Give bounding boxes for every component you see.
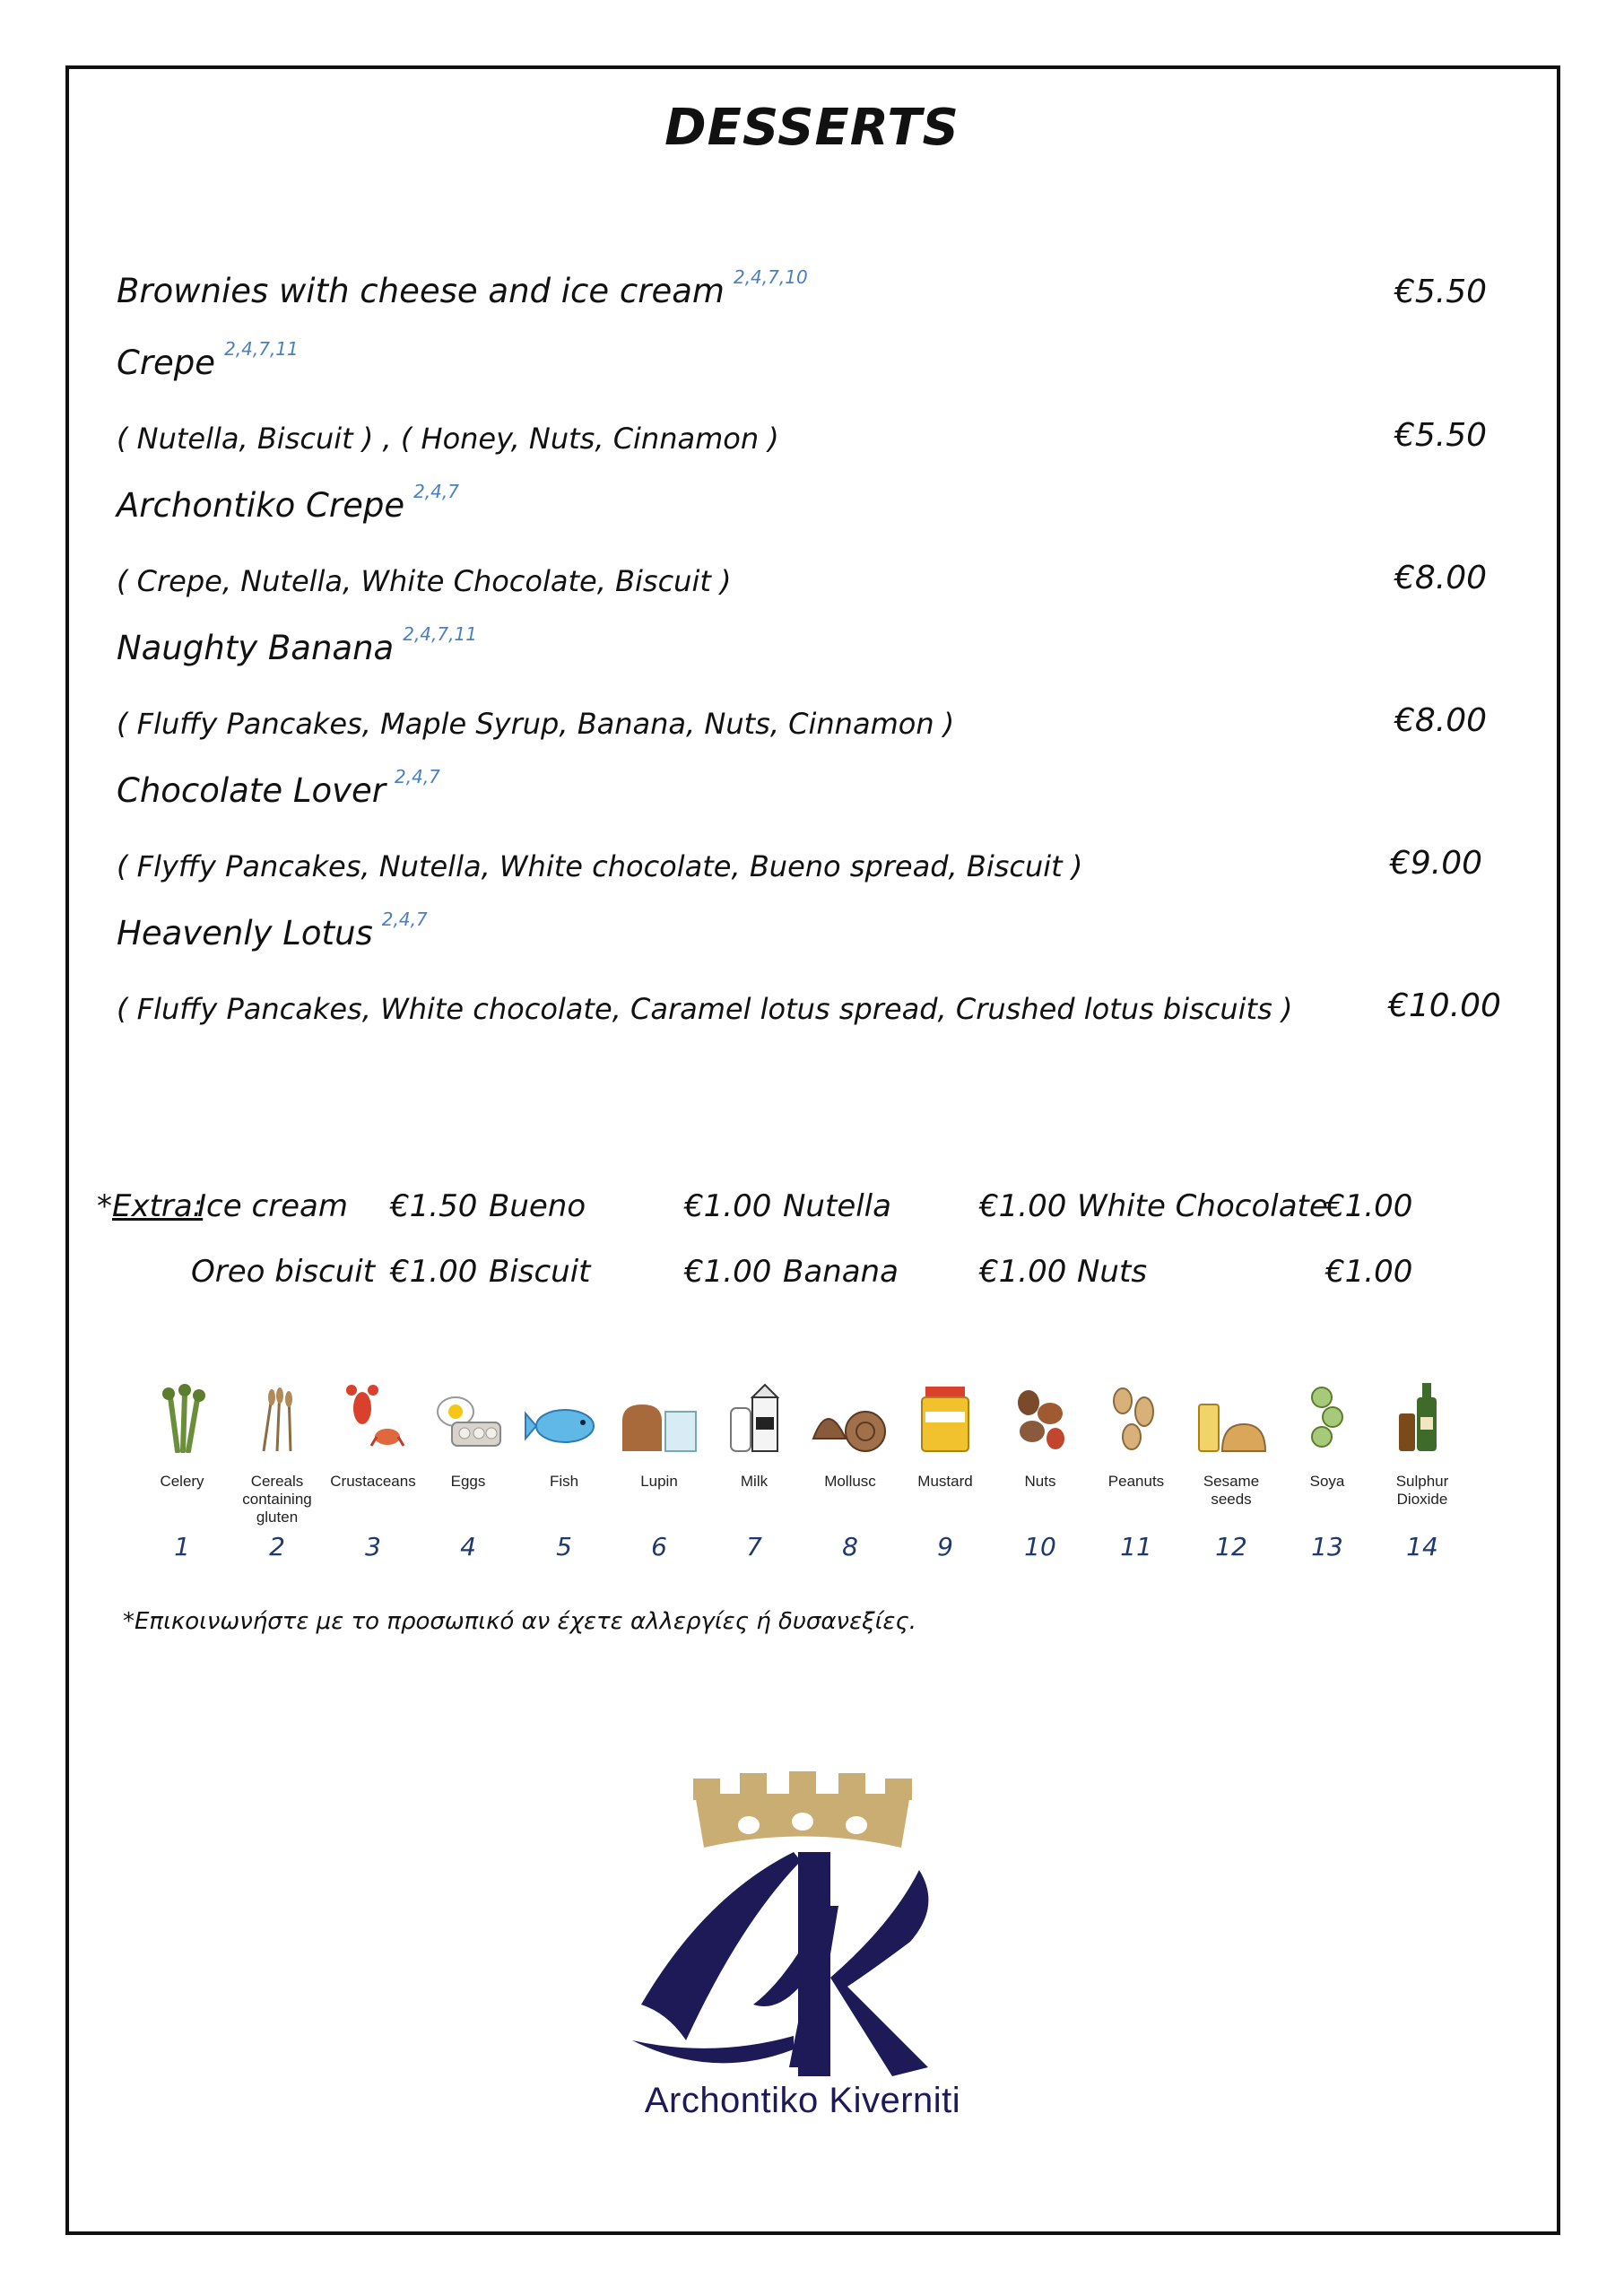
menu-item-name: Brownies with cheese and ice cream $^{2,4,7,10}$ — [117, 266, 808, 310]
extra-price: €1.50 — [390, 1188, 478, 1224]
extra-name: Bueno — [489, 1188, 586, 1224]
extra-name: Nutella — [783, 1188, 891, 1224]
menu-item-name: Archontiko Crepe $^{2,4,7}$ — [117, 481, 459, 525]
extra-name: Oreo biscuit — [191, 1254, 376, 1290]
extra-price: €1.00 — [390, 1254, 478, 1290]
menu-item-description: ( Nutella, Biscuit ) , ( Honey, Nuts, Cinnamon ) — [117, 422, 779, 456]
wheat-icon — [246, 1381, 308, 1453]
nuts-icon — [1009, 1387, 1072, 1453]
peanut-icon — [1105, 1387, 1168, 1453]
allergen-codes: 2,4,7,10 — [733, 266, 808, 288]
extra-price: €1.00 — [1325, 1254, 1413, 1290]
sesame-icon — [1195, 1399, 1267, 1453]
mustard-jar-icon — [918, 1385, 972, 1453]
allergen-soya: Soya 13 — [1278, 1381, 1376, 1561]
fish-icon — [524, 1399, 604, 1453]
page-title: DESSERTS — [664, 99, 960, 157]
allergen-cereals: Cereals containing gluten 2 — [228, 1381, 326, 1561]
extra-price: €1.00 — [1325, 1188, 1413, 1224]
allergen-codes: 2,4,7,11 — [224, 338, 299, 360]
menu-item-price: €9.00 — [1390, 845, 1483, 882]
allergen-fish: Fish 5 — [515, 1381, 613, 1561]
menu-item-name: Naughty Banana $^{2,4,7,11}$ — [117, 623, 477, 667]
egg-icon — [432, 1390, 504, 1453]
extra-price: €1.00 — [979, 1254, 1067, 1290]
milk-carton-icon — [727, 1381, 781, 1453]
allergen-codes: 2,4,7,11 — [403, 623, 477, 645]
menu-item-price: €8.00 — [1394, 702, 1488, 739]
menu-item-description: ( Flyffy Pancakes, Nutella, White chocolate, Bueno spread, Biscuit ) — [117, 849, 1083, 883]
allergen-milk: Milk 7 — [705, 1381, 803, 1561]
lupin-bread-icon — [619, 1399, 699, 1453]
extras-label: *Extra: — [97, 1188, 204, 1224]
allergen-mollusc: Mollusc 8 — [801, 1381, 899, 1561]
allergen-sulphur: Sulphur Dioxide 14 — [1373, 1381, 1472, 1561]
allergen-codes: 2,4,7 — [395, 766, 440, 787]
brand-name: Archontiko Kiverniti — [644, 2081, 961, 2120]
allergen-sesame: Sesame seeds 12 — [1182, 1381, 1281, 1561]
allergen-codes: 2,4,7 — [381, 909, 428, 930]
allergen-eggs: Eggs 4 — [419, 1381, 517, 1561]
extra-price: €1.00 — [684, 1254, 772, 1290]
menu-item-price: €5.50 — [1394, 417, 1488, 454]
extra-price: €1.00 — [979, 1188, 1067, 1224]
menu-item-name: Chocolate Lover $^{2,4,7}$ — [117, 766, 440, 810]
shell-icon — [810, 1399, 890, 1453]
menu-item-name: Heavenly Lotus $^{2,4,7}$ — [117, 909, 428, 952]
allergen-lupin: Lupin 6 — [610, 1381, 708, 1561]
menu-item-price: €5.50 — [1394, 274, 1488, 310]
menu-item-price: €10.00 — [1388, 987, 1501, 1024]
soya-icon — [1300, 1385, 1354, 1453]
menu-item-description: ( Fluffy Pancakes, Maple Syrup, Banana, Nuts, Cinnamon ) — [117, 707, 955, 741]
wine-bottle-icon — [1395, 1381, 1449, 1453]
menu-item-description: ( Crepe, Nutella, White Chocolate, Biscuit ) — [117, 564, 732, 598]
extra-name: Ice cream — [197, 1188, 348, 1224]
allergy-notice: *Επικοινωνήστε με το προσωπικό αν έχετε αλλεργίες ή δυσανεξίες. — [123, 1608, 916, 1635]
menu-item-description: ( Fluffy Pancakes, White chocolate, Caramel lotus spread, Crushed lotus biscuits ) — [117, 992, 1293, 1026]
extra-name: Nuts — [1077, 1254, 1148, 1290]
allergen-celery: Celery 1 — [133, 1381, 231, 1561]
extra-name: Biscuit — [489, 1254, 591, 1290]
allergen-nuts: Nuts 10 — [991, 1381, 1090, 1561]
celery-icon — [151, 1381, 213, 1453]
allergen-codes: 2,4,7 — [413, 481, 459, 502]
menu-item-price: €8.00 — [1394, 560, 1488, 596]
allergen-peanuts: Peanuts 11 — [1087, 1381, 1185, 1561]
extra-name: White Chocolate — [1077, 1188, 1328, 1224]
allergen-crustaceans: Crustaceans 3 — [324, 1381, 422, 1561]
menu-item-name: Crepe $^{2,4,7,11}$ — [117, 338, 299, 382]
allergen-mustard: Mustard 9 — [896, 1381, 994, 1561]
lobster-icon — [337, 1381, 409, 1453]
extra-price: €1.00 — [684, 1188, 772, 1224]
crown-icon — [693, 1771, 912, 1848]
monogram-ak — [632, 1852, 928, 2076]
extra-name: Banana — [783, 1254, 899, 1290]
